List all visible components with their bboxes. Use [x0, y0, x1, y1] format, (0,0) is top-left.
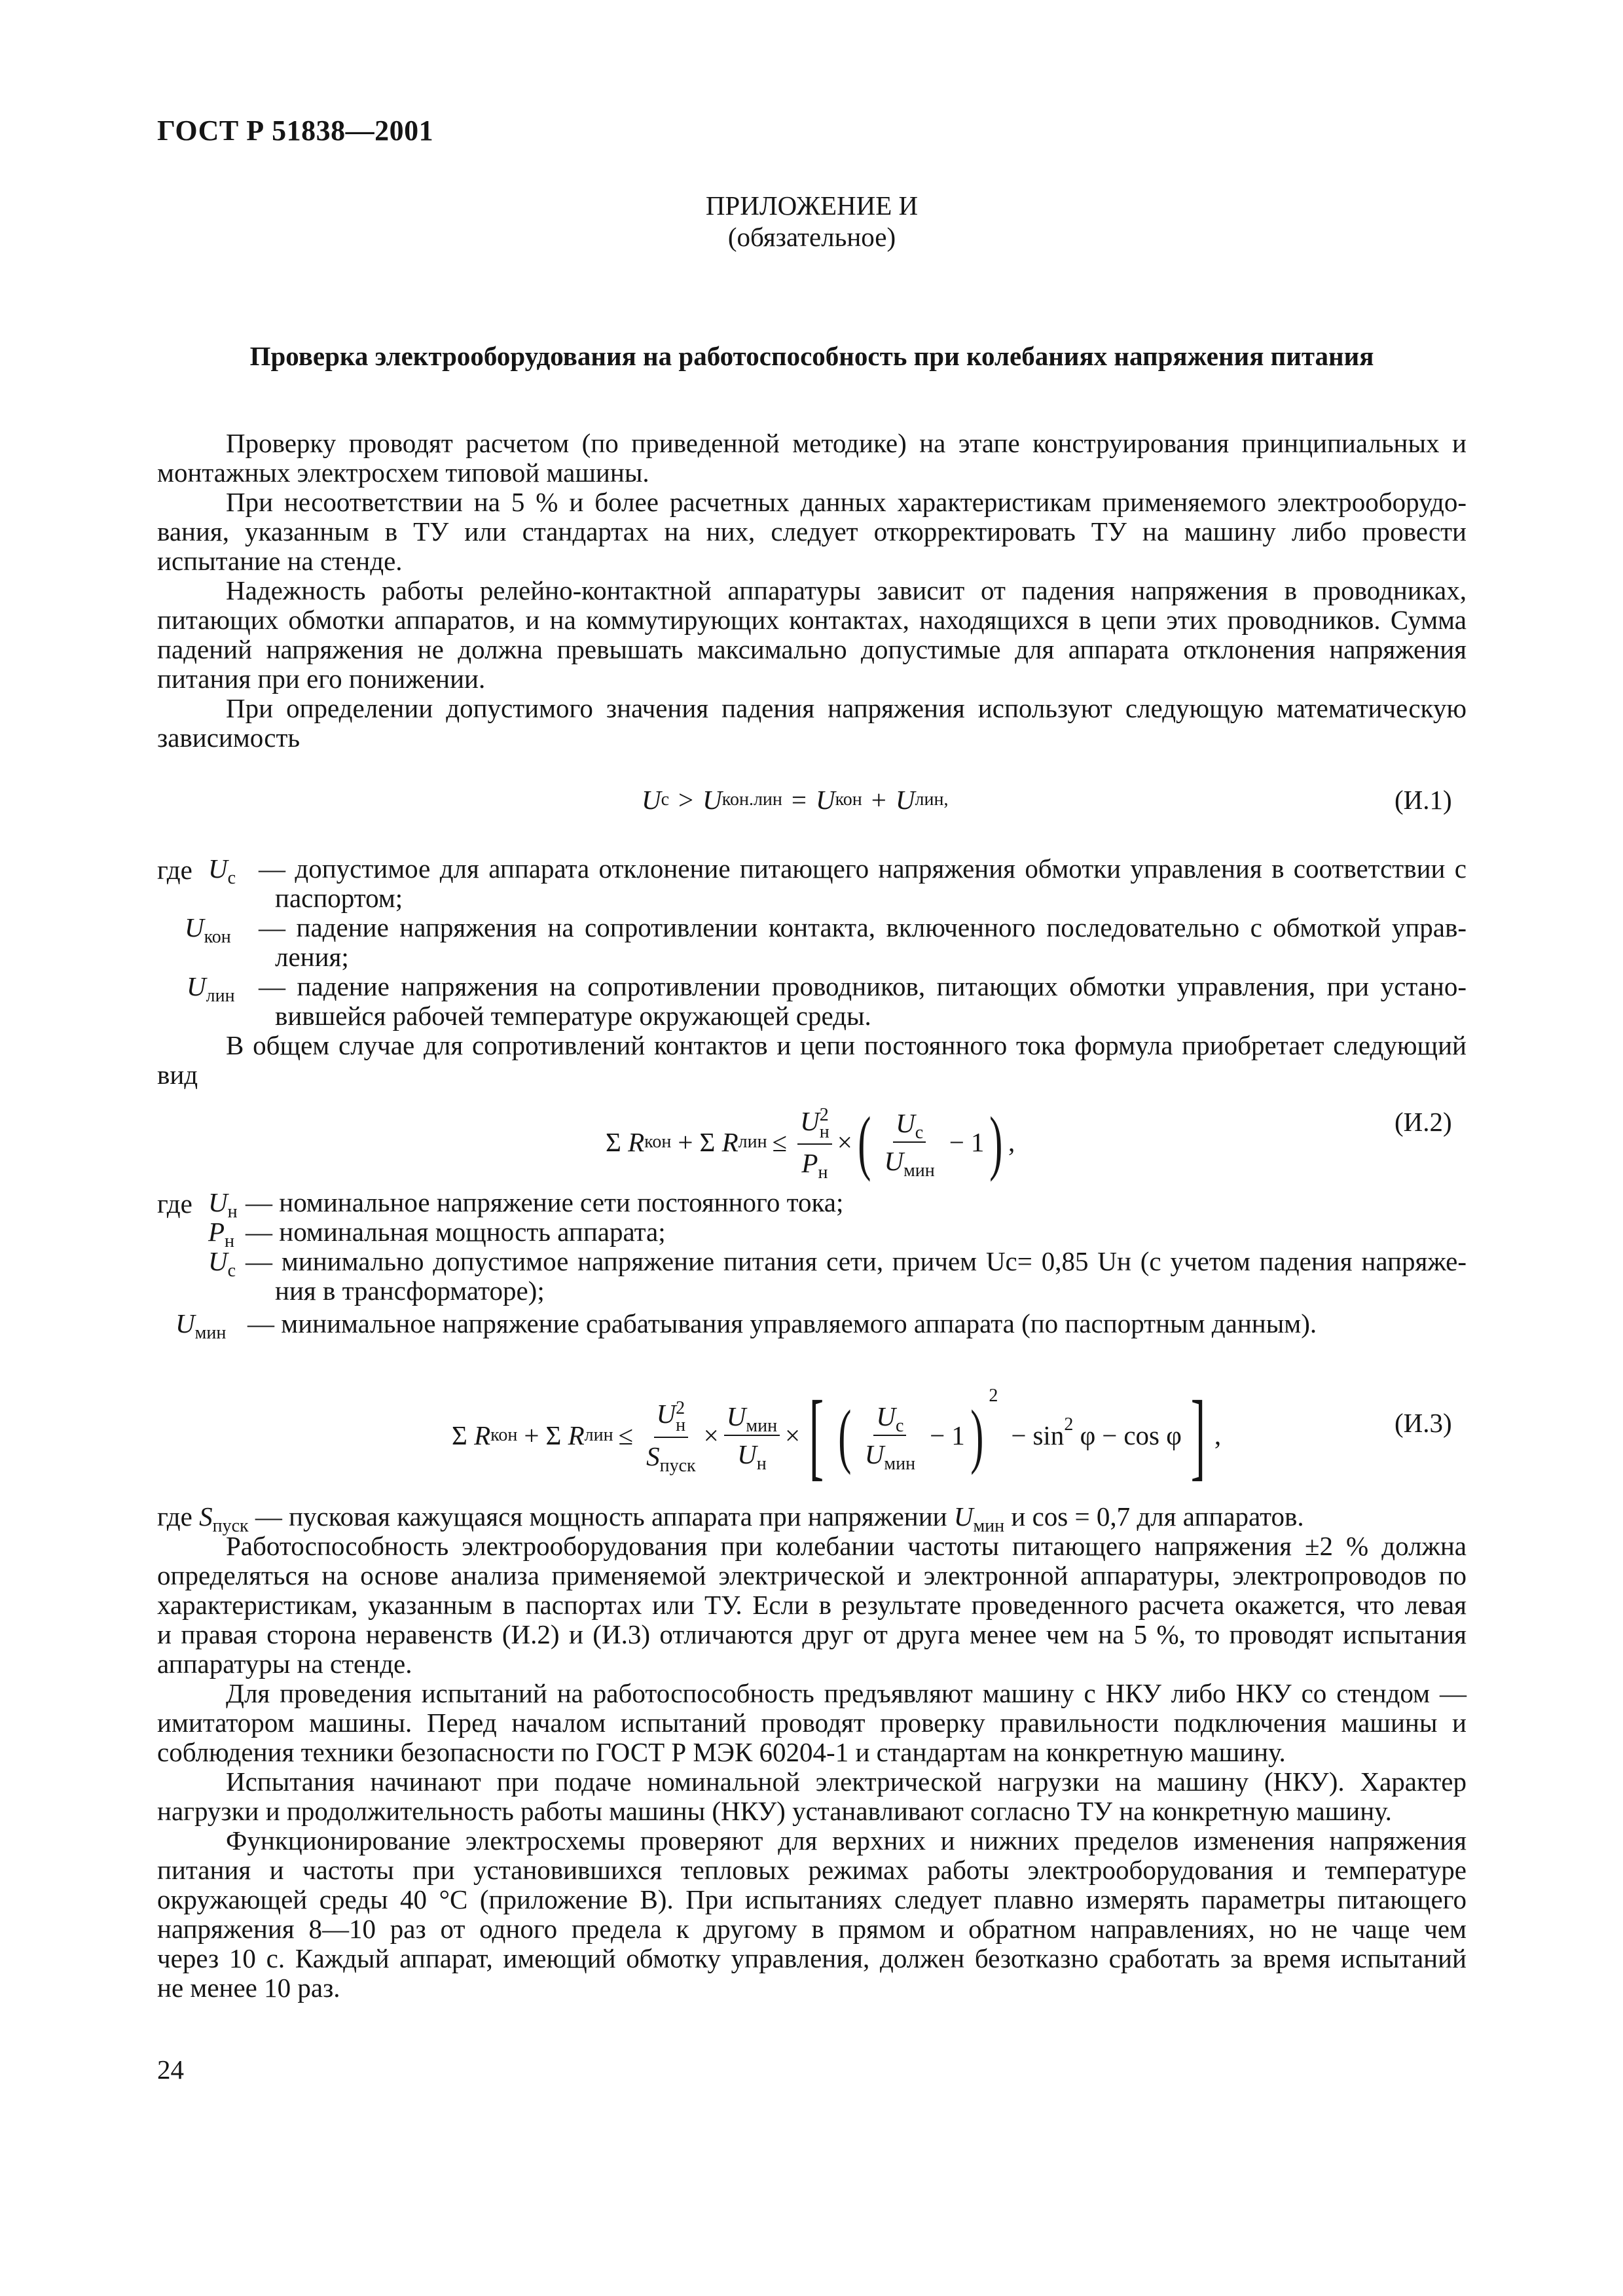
definition-line: — номинальная мощность аппарата;: [246, 1217, 666, 1247]
where-label: где: [157, 855, 192, 885]
symbol: $U_{кон}$: [185, 912, 231, 948]
fraction: $\frac{U_{мин}}{U_н}$: [724, 1401, 780, 1470]
paragraph-line: В общем случае для сопротивлений контактов и цепи постоянного тока формула приобретает следующий: [226, 1030, 1467, 1060]
equation-2: Σ R кон + Σ R лин ≤ U 2 н $P_н$ × ( $\frac{U_с}{U_{мин}}$ − 1 ) ,: [606, 1102, 1015, 1183]
paragraph-line: имитатором машины. Перед началом испытаний проводят проверку правильности подключения машины и: [157, 1708, 1467, 1738]
paragraph-line: через 10 с. Каждый аппарат, имеющий обмотку управления, должен безотказно сработать за время испытаний: [157, 1943, 1467, 1973]
document-code: ГОСТ Р 51838—2001: [157, 115, 434, 147]
fraction: $\frac{U_с}{U_{мин}}$: [884, 1108, 935, 1181]
paragraph-line: вид: [157, 1060, 198, 1090]
paragraph-line: характеристикам, указанным в паспортах или ТУ. Если в результате проведенного расчета окажется, что левая: [157, 1590, 1467, 1620]
definition-line: вившейся рабочей температуре окружающей среды.: [275, 1001, 871, 1031]
fraction: $\frac{U_с}{U_{мин}}$: [864, 1401, 916, 1474]
paragraph-line: При определении допустимого значения падения напряжения используют следующую математическую: [226, 693, 1467, 723]
paragraph-line: не менее 10 раз.: [157, 1973, 340, 2003]
paragraph-line: Функционирование электросхемы проверяют для верхних и нижних пределов изменения напряжения: [226, 1825, 1467, 1856]
where-label: где: [157, 1189, 192, 1219]
appendix-title: ПРИЛОЖЕНИЕ И: [705, 190, 919, 221]
definition-line: паспортом;: [275, 883, 403, 913]
fraction: U 2 н $S_{пуск}$: [646, 1397, 696, 1476]
definition-line: где $S_{пуск}$ — пусковая кажущаяся мощность аппарата при напряжении $U_{мин}$ и cos = 0,7 для аппаратов.: [157, 1501, 1304, 1537]
equation-1: U с > U кон.лин = U кон + U лин,: [642, 785, 949, 815]
definition-line: — падение напряжения на сопротивлении проводников, питающих обмотки управления, при устано-: [259, 971, 1467, 1001]
equation-number: (И.3): [1395, 1408, 1452, 1438]
paragraph-line: Для проведения испытаний на работоспособность предъявляют машину с НКУ либо НКУ со стендом —: [226, 1678, 1467, 1708]
equation-number: (И.2): [1395, 1107, 1452, 1137]
paragraph-line: питающих обмотки аппаратов, и на коммутирующих контактах, находящихся в цепи этих проводников. Сумма: [157, 605, 1467, 635]
paragraph-line: напряжения 8—10 раз от одного предела к другому в прямом и обратном направлениях, но не чаще чем: [157, 1914, 1467, 1944]
paragraph-line: При несоответствии на 5 % и более расчетных данных характеристикам применяемого электрооборудо-: [226, 487, 1467, 517]
paragraph-line: питания и частоты при установившихся тепловых режимах работы электрооборудования и температуре: [157, 1855, 1467, 1885]
definition-line: — минимально допустимое напряжение питания сети, причем Uс= 0,85 Uн (с учетом падения напряже-: [246, 1246, 1467, 1276]
appendix-status: (обязательное): [727, 222, 896, 252]
symbol: $U_с$: [208, 1246, 236, 1282]
symbol: $U_{мин}$: [175, 1308, 227, 1344]
paragraph-line: испытание на стенде.: [157, 546, 403, 576]
definition-line: ления;: [275, 942, 349, 972]
paragraph-line: окружающей среды 40 °С (приложение В). При испытаниях следует плавно измерять параметры питающего: [157, 1884, 1467, 1914]
paragraph-line: определяться на основе анализа применяемой электрической и электронной аппаратуры, электропроводов по: [157, 1560, 1467, 1590]
paragraph-line: Работоспособность электрооборудования при колебании частоты питающего напряжения ±2 % должна: [226, 1531, 1467, 1561]
paragraph-line: нагрузки и продолжительность работы машины (НКУ) устанавливают согласно ТУ на конкретную машину.: [157, 1796, 1392, 1826]
symbol: $P_н$: [208, 1217, 235, 1252]
page-number: 24: [157, 2054, 184, 2085]
fraction: U 2 н $P_н$: [797, 1105, 832, 1179]
paragraph-line: вания, указанным в ТУ или стандартах на них, следует откорректировать ТУ на машину либо провести: [157, 516, 1467, 547]
paragraph-line: Надежность работы релейно-контактной аппаратуры зависит от падения напряжения в проводниках,: [226, 575, 1467, 605]
paragraph-line: Проверку проводят расчетом (по приведенной методике) на этапе конструирования принципиальных и: [226, 428, 1467, 458]
equation-3: Σ R кон + Σ R лин ≤ U 2 н $S_{пуск}$ × $\frac{U_{мин}}{U_н}$ × [ ( $\frac{U_с}{U_{мин}}$ − 1 ) 2 − sin 2 φ − cos φ ] ,: [452, 1380, 1222, 1490]
section-title: Проверка электрооборудования на работоспособность при колебаниях напряжения питания: [249, 341, 1374, 371]
definition-line: — минимальное напряжение срабатывания управляемого аппарата (по паспортным данным).: [247, 1308, 1317, 1338]
symbol: $U_{лин}$: [187, 971, 235, 1007]
paragraph-line: монтажных электросхем типовой машины.: [157, 457, 649, 488]
paragraph-line: соблюдения техники безопасности по ГОСТ Р МЭК 60204-1 и стандартам на конкретную машину.: [157, 1737, 1286, 1767]
paragraph-line: падений напряжения не должна превышать максимально допустимые для аппарата отклонения напряжения: [157, 634, 1467, 664]
paragraph-line: питания при его понижении.: [157, 664, 486, 694]
definition-line: — допустимое для аппарата отклонение питающего напряжения обмотки управления в соответствии с: [259, 853, 1467, 884]
equation-number: (И.1): [1395, 785, 1452, 815]
symbol: $U_с$: [208, 853, 236, 889]
paragraph-line: и правая сторона неравенств (И.2) и (И.3) отличаются друг от друга менее чем на 5 %, то проводят испытания: [157, 1619, 1467, 1649]
paragraph-line: зависимость: [157, 723, 301, 753]
symbol: $U_н$: [208, 1187, 238, 1223]
paragraph-line: аппаратуры на стенде.: [157, 1649, 412, 1679]
paragraph-line: Испытания начинают при подаче номинальной электрической нагрузки на машину (НКУ). Характер: [226, 1767, 1467, 1797]
definition-line: ния в трансформаторе);: [275, 1276, 545, 1306]
definition-line: — номинальное напряжение сети постоянного тока;: [246, 1187, 844, 1217]
definition-line: — падение напряжения на сопротивлении контакта, включенного последовательно с обмоткой управ-: [259, 912, 1467, 942]
